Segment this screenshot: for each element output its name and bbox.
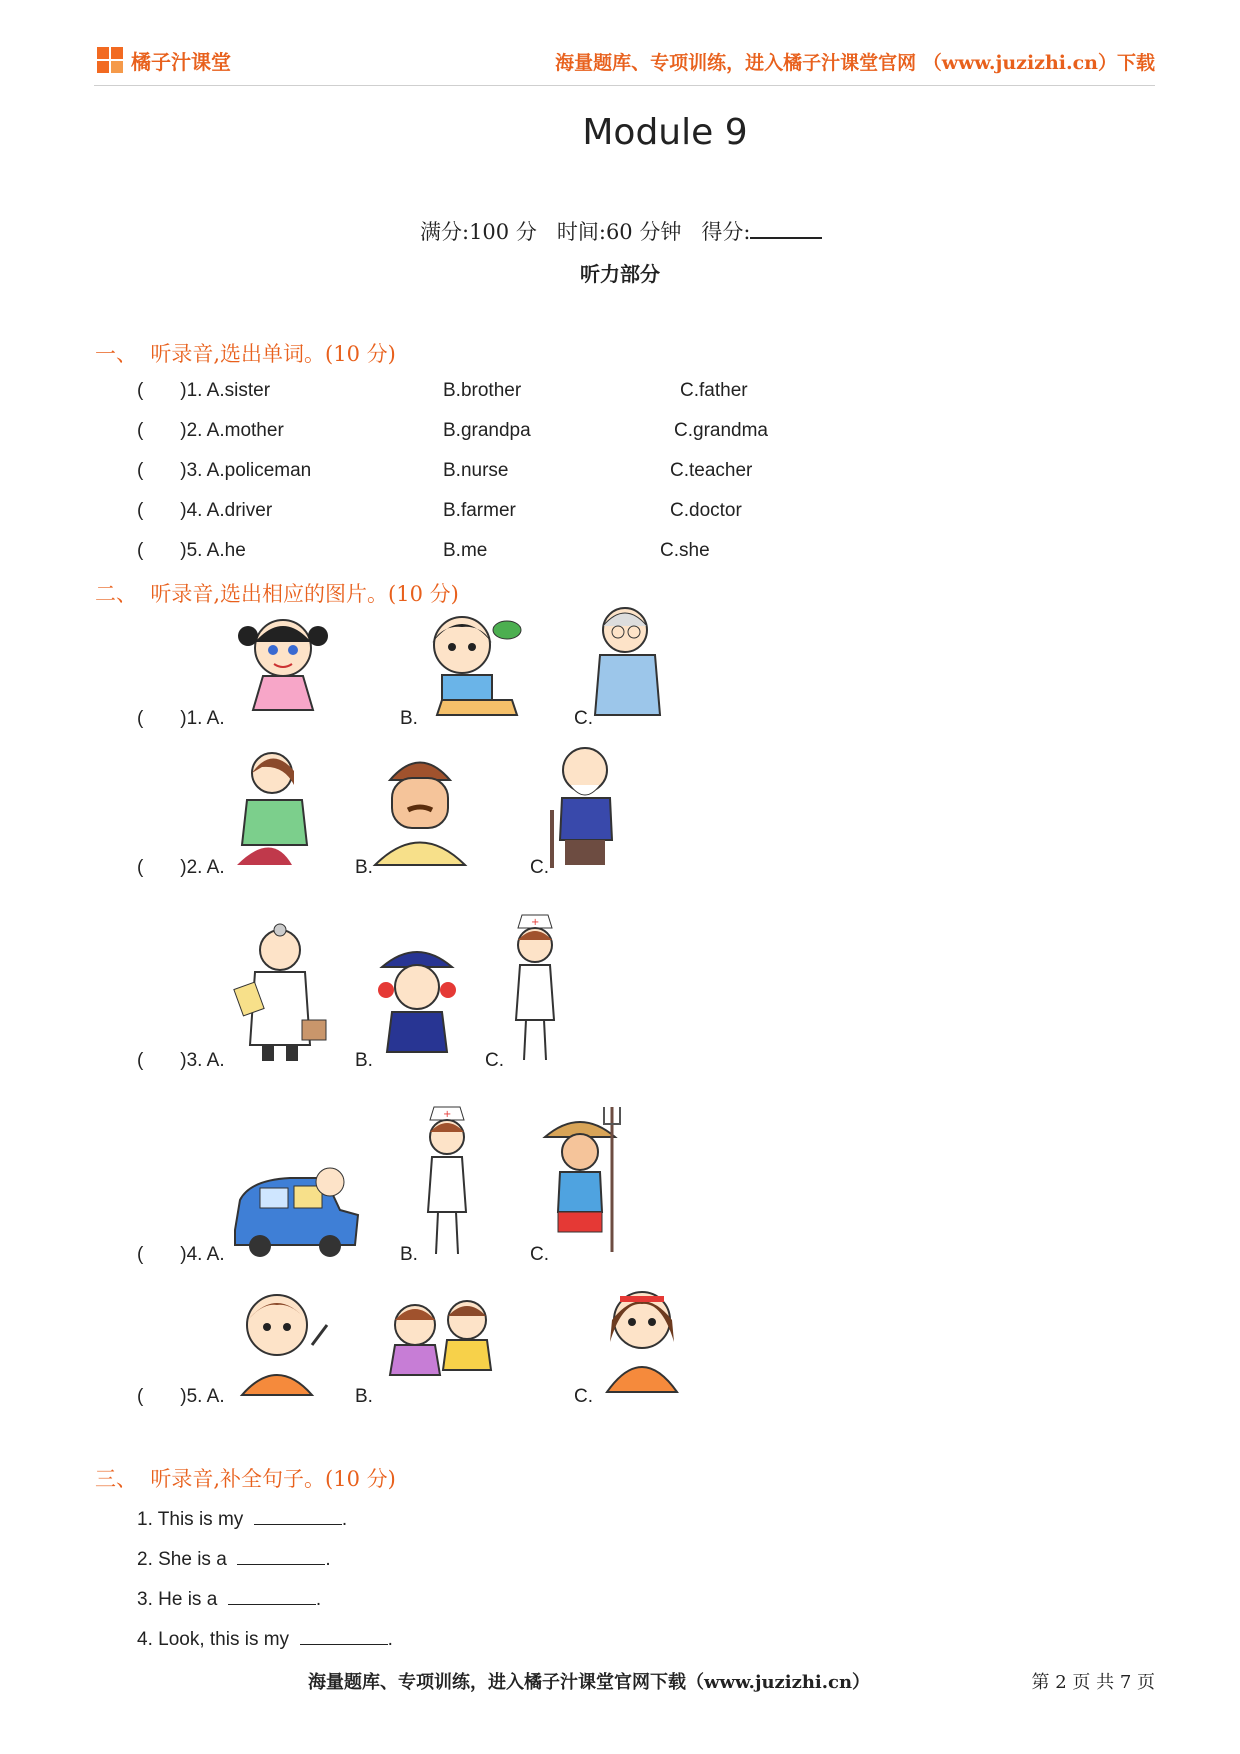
s2-q4-a: ( )4. A. <box>137 1244 225 1265</box>
s3-sentence-3: 3. He is a . <box>137 1589 322 1610</box>
s3-text-3: 3. He is a <box>137 1589 218 1610</box>
s1-q2-c: C.grandma <box>674 420 768 441</box>
score-info <box>420 216 822 246</box>
policeman-icon <box>372 932 462 1062</box>
s1-q3-c: C.teacher <box>670 460 753 481</box>
s2-q4-b: B. <box>400 1244 418 1265</box>
s2-q2-a: ( )2. A. <box>137 857 225 878</box>
section-subtitle: 听力部分 <box>580 262 660 286</box>
boy-and-girl-icon <box>375 1290 510 1395</box>
s3-sentence-4: 4. Look, this is my . <box>137 1629 393 1650</box>
nurse-icon <box>500 910 570 1065</box>
s3-text-1: 1. This is my <box>137 1509 244 1530</box>
s3-text-2: 2. She is a <box>137 1549 227 1570</box>
farmer-icon <box>540 1102 625 1262</box>
s3-sentence-2: 2. She is a . <box>137 1549 331 1570</box>
full-score: 满分:100 分 <box>420 220 537 244</box>
s2-q2-b: B. <box>355 857 373 878</box>
girl-smiling-icon <box>592 1282 702 1397</box>
time-limit: 时间:60 分钟 <box>556 220 682 244</box>
s3-sentence-1: 1. This is my . <box>137 1509 348 1530</box>
s2-q5-b: B. <box>355 1386 373 1407</box>
s3-blank-1[interactable] <box>254 1508 342 1525</box>
svg-text:+: + <box>531 917 540 928</box>
header-tagline: 海量题库、专项训练，进入橘子汁课堂官网 （www.juzizhi.cn）下载 <box>555 52 1155 74</box>
girl-pigtails-icon <box>228 610 338 720</box>
s2-q3-a: ( )3. A. <box>137 1050 225 1071</box>
s1-q1-b: B.brother <box>443 380 522 401</box>
logo-icon <box>97 47 125 75</box>
s2-q2-c: C. <box>530 857 549 878</box>
s3-text-4: 4. Look, this is my <box>137 1629 290 1650</box>
s2-q1-b: B. <box>400 708 418 729</box>
s3-blank-3[interactable] <box>228 1588 316 1605</box>
s3-blank-2[interactable] <box>237 1548 325 1565</box>
s2-q3-b: B. <box>355 1050 373 1071</box>
s2-q1-a: ( )1. A. <box>137 708 225 729</box>
header-divider <box>94 85 1155 86</box>
s3-blank-4[interactable] <box>300 1628 388 1645</box>
s1-q4-c: C.doctor <box>670 500 742 521</box>
s2-q5-c: C. <box>574 1386 593 1407</box>
s1-q1-a: ( )1. A.sister <box>137 380 271 401</box>
s2-q3-c: C. <box>485 1050 504 1071</box>
doctor-icon <box>230 920 330 1065</box>
page-number: 第 2 页 共 7 页 <box>1031 1672 1155 1693</box>
footer-text: 海量题库、专项训练，进入橘子汁课堂官网下载（www.juzizhi.cn） <box>308 1672 871 1693</box>
man-mustache-icon <box>370 750 470 870</box>
boy-pointing-icon <box>232 1285 332 1400</box>
s1-q5-c: C.she <box>660 540 710 561</box>
car-driver-icon <box>230 1160 365 1260</box>
s1-q4-b: B.farmer <box>443 500 516 521</box>
s1-q3-a: ( )3. A.policeman <box>137 460 312 481</box>
section2-heading: 二、 听录音,选出相应的图片。(10 分) <box>95 582 459 606</box>
s2-q1-c: C. <box>574 708 593 729</box>
score-label: 得分: <box>701 220 751 244</box>
s1-q5-b: B.me <box>443 540 488 561</box>
s1-q3-b: B.nurse <box>443 460 509 481</box>
page-title: Module 9 <box>582 112 748 153</box>
logo-text: 橘子汁课堂 <box>131 50 231 74</box>
grandpa-cane-icon <box>540 740 630 870</box>
s1-q1-c: C.father <box>680 380 748 401</box>
s1-q4-a: ( )4. A.driver <box>137 500 273 521</box>
s2-q5-a: ( )5. A. <box>137 1386 225 1407</box>
section1-heading: 一、 听录音,选出单词。(10 分) <box>95 342 396 366</box>
svg-text:+: + <box>443 1109 452 1120</box>
grandpa-glasses-icon <box>580 600 680 720</box>
boy-reading-icon <box>412 605 532 720</box>
section3-heading: 三、 听录音,补全句子。(10 分) <box>95 1467 396 1491</box>
s1-q2-b: B.grandpa <box>443 420 531 441</box>
s1-q2-a: ( )2. A.mother <box>137 420 284 441</box>
nurse-icon-2 <box>412 1102 482 1262</box>
woman-phone-icon <box>232 745 312 870</box>
logo <box>97 46 231 75</box>
s1-q5-a: ( )5. A.he <box>137 540 246 561</box>
score-blank <box>750 219 822 239</box>
s2-q4-c: C. <box>530 1244 549 1265</box>
